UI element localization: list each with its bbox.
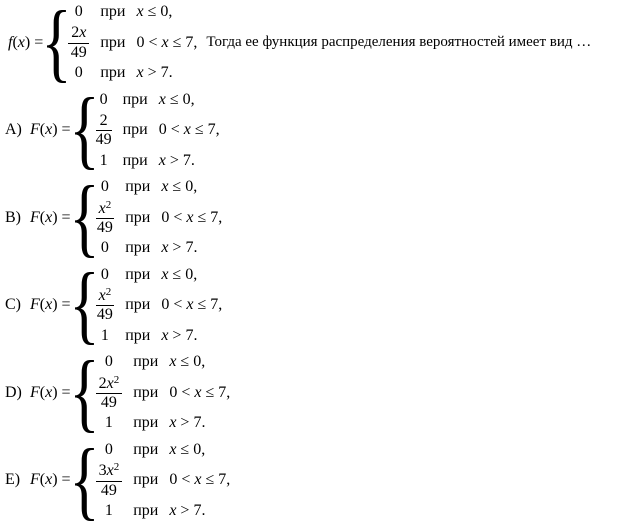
- frac-denominator: 49: [100, 481, 117, 499]
- paren-open: (: [39, 383, 46, 401]
- cond-post: ≤ 0,: [143, 3, 173, 20]
- cond-var: x: [161, 326, 169, 344]
- left-brace: {: [68, 168, 100, 266]
- case-keyword: при: [133, 440, 159, 458]
- function-name: F: [30, 208, 40, 226]
- option-label: B): [5, 208, 21, 226]
- cases-grid: [96, 441, 231, 521]
- cond-post: ≤ 0,: [176, 440, 206, 458]
- frac-denominator: 49: [96, 218, 113, 236]
- function-arg: x: [45, 383, 53, 401]
- case-condition: [169, 353, 230, 371]
- cond-post: ≤ 7,: [193, 296, 223, 314]
- left-brace: {: [41, 0, 72, 91]
- cond-var: x: [161, 239, 169, 257]
- cond-post: ≤ 0,: [165, 90, 195, 108]
- case-condition: [169, 414, 230, 432]
- cond-pre: 0 <: [161, 208, 187, 226]
- cond-post: ≤ 7,: [193, 208, 223, 226]
- frac-denominator: 49: [95, 131, 112, 149]
- option-block-c: [5, 256, 630, 354]
- function-name: f: [8, 33, 13, 51]
- case-value: 1: [99, 151, 108, 169]
- cond-pre: 0 <: [136, 33, 162, 51]
- case-keyword: при: [125, 178, 151, 196]
- cases-grid: [96, 91, 220, 171]
- cond-post: ≤ 0,: [168, 178, 198, 196]
- cond-pre: 0 <: [161, 296, 187, 314]
- cases-grid: [68, 3, 197, 83]
- paren-open: (: [39, 208, 46, 226]
- function-lhs: [30, 209, 71, 227]
- equals-sign: ) =: [52, 383, 71, 401]
- frac-var: x: [98, 287, 106, 305]
- cases-grid: [96, 178, 223, 258]
- case-value: 1: [104, 414, 113, 432]
- cond-var: x: [161, 178, 169, 196]
- frac-denominator: 49: [100, 394, 117, 412]
- case-keyword: при: [122, 90, 148, 108]
- option-label: E): [5, 471, 21, 489]
- case-value: 0: [74, 64, 83, 82]
- case-condition: [161, 266, 222, 284]
- frac-denominator: 49: [96, 306, 113, 324]
- function-lhs: [30, 296, 71, 314]
- function-lhs: [30, 121, 71, 139]
- option-block-a: [5, 81, 630, 179]
- equals-sign: ) =: [52, 296, 71, 314]
- case-keyword: при: [100, 3, 126, 20]
- cond-post: > 7.: [176, 501, 206, 519]
- case-condition: [161, 296, 222, 314]
- function-arg: x: [45, 471, 53, 489]
- cond-var: x: [161, 33, 169, 51]
- case-value: 1: [104, 501, 113, 519]
- option-block-d: [5, 344, 630, 442]
- cond-var: x: [169, 440, 177, 458]
- case-keyword: при: [122, 121, 148, 139]
- case-keyword: при: [125, 239, 151, 257]
- paren-open: (: [39, 296, 46, 314]
- frac-coef: 2: [99, 111, 108, 129]
- case-condition: [159, 121, 220, 139]
- case-condition: [136, 3, 197, 21]
- case-condition: [169, 441, 230, 459]
- frac-exponent: 2: [105, 198, 112, 211]
- case-keyword: при: [133, 414, 159, 432]
- function-name: F: [30, 471, 40, 489]
- case-keyword: при: [125, 265, 151, 283]
- frac-denominator: 49: [70, 43, 87, 61]
- cases-grid: [96, 353, 231, 433]
- case-keyword: при: [100, 33, 126, 51]
- function-lhs: [8, 34, 43, 52]
- frac-coef: 2: [98, 374, 107, 392]
- case-condition: [169, 384, 230, 402]
- function-arg: x: [45, 121, 53, 139]
- case-condition: [136, 34, 197, 52]
- frac-var: x: [106, 374, 114, 392]
- case-value: 0: [100, 239, 109, 257]
- case-condition: [161, 178, 222, 196]
- cond-var: x: [136, 3, 144, 20]
- cond-pre: 0 <: [169, 383, 195, 401]
- case-keyword: при: [125, 208, 151, 226]
- case-value: 0: [74, 3, 83, 20]
- option-label: C): [5, 296, 21, 314]
- case-value: 0: [100, 265, 109, 283]
- cond-post: ≤ 7,: [190, 121, 220, 139]
- function-arg: x: [45, 296, 53, 314]
- option-label: D): [5, 383, 22, 401]
- case-condition: [169, 502, 230, 520]
- frac-coef: 2: [71, 24, 80, 42]
- function-name: F: [30, 296, 40, 314]
- cond-post: ≤ 7,: [168, 33, 198, 51]
- paren-open: (: [39, 121, 46, 139]
- cond-var: x: [183, 121, 191, 139]
- frac-exponent: 2: [113, 461, 120, 474]
- cond-var: x: [194, 383, 202, 401]
- cond-post: > 7.: [176, 414, 206, 432]
- problem-statement: [5, 0, 630, 91]
- paren-open: (: [39, 471, 46, 489]
- case-keyword: при: [122, 151, 148, 169]
- function-lhs: [30, 471, 71, 489]
- function-name: F: [30, 121, 40, 139]
- case-keyword: при: [125, 326, 151, 344]
- cond-var: x: [186, 208, 194, 226]
- cond-post: ≤ 0,: [168, 265, 198, 283]
- case-value: 0: [99, 90, 108, 108]
- case-condition: [161, 239, 222, 257]
- case-keyword: при: [133, 501, 159, 519]
- cond-post: ≤ 7,: [201, 383, 231, 401]
- frac-exponent: 2: [113, 373, 120, 386]
- case-value: 0: [104, 440, 113, 458]
- case-value: 0: [100, 178, 109, 196]
- function-arg: x: [45, 208, 53, 226]
- cases-grid: [96, 266, 223, 346]
- equals-sign: ) =: [52, 121, 71, 139]
- left-brace: {: [68, 431, 100, 529]
- case-condition: [161, 327, 222, 345]
- case-condition: [136, 64, 197, 82]
- cond-var: x: [186, 296, 194, 314]
- left-brace: {: [68, 81, 100, 179]
- frac-coef: 3: [98, 462, 107, 480]
- frac-var: x: [106, 462, 114, 480]
- function-arg: x: [17, 33, 25, 51]
- cond-pre: 0 <: [158, 121, 184, 139]
- cond-var: x: [169, 501, 177, 519]
- cond-var: x: [136, 64, 144, 82]
- cond-post: ≤ 0,: [176, 353, 206, 371]
- case-keyword: при: [100, 64, 126, 82]
- cond-post: > 7.: [168, 326, 198, 344]
- frac-exponent: 2: [105, 286, 112, 299]
- case-condition: [169, 471, 230, 489]
- paren-open: (: [12, 33, 18, 51]
- function-lhs: [30, 384, 71, 402]
- function-name: F: [30, 383, 40, 401]
- equals-sign: ) =: [24, 33, 44, 51]
- case-keyword: при: [125, 296, 151, 314]
- option-block-e: [5, 431, 630, 529]
- cond-var: x: [158, 151, 166, 169]
- case-keyword: при: [133, 471, 159, 489]
- cond-post: ≤ 7,: [201, 471, 231, 489]
- option-label: A): [5, 121, 22, 139]
- left-brace: {: [68, 344, 100, 442]
- case-condition: [159, 91, 220, 109]
- cond-pre: 0 <: [169, 471, 195, 489]
- frac-var: x: [98, 199, 106, 217]
- cond-post: > 7.: [168, 239, 198, 257]
- case-value: 1: [100, 326, 109, 344]
- case-condition: [159, 152, 220, 170]
- cond-var: x: [169, 353, 177, 371]
- cond-var: x: [158, 90, 166, 108]
- frac-var: x: [79, 24, 87, 42]
- cond-var: x: [194, 471, 202, 489]
- cond-post: > 7.: [143, 64, 173, 82]
- density-function-block: [5, 0, 198, 91]
- equals-sign: ) =: [52, 208, 71, 226]
- equals-sign: ) =: [52, 471, 71, 489]
- case-condition: [161, 209, 222, 227]
- left-brace: {: [68, 256, 100, 354]
- case-value: 0: [104, 353, 113, 371]
- question-text: Тогда ее функция распределения вероятностей имеет вид …: [206, 34, 592, 51]
- cond-var: x: [161, 265, 169, 283]
- cond-var: x: [169, 414, 177, 432]
- cond-post: > 7.: [165, 151, 195, 169]
- option-block-b: [5, 168, 630, 266]
- case-keyword: при: [133, 383, 159, 401]
- case-keyword: при: [133, 353, 159, 371]
